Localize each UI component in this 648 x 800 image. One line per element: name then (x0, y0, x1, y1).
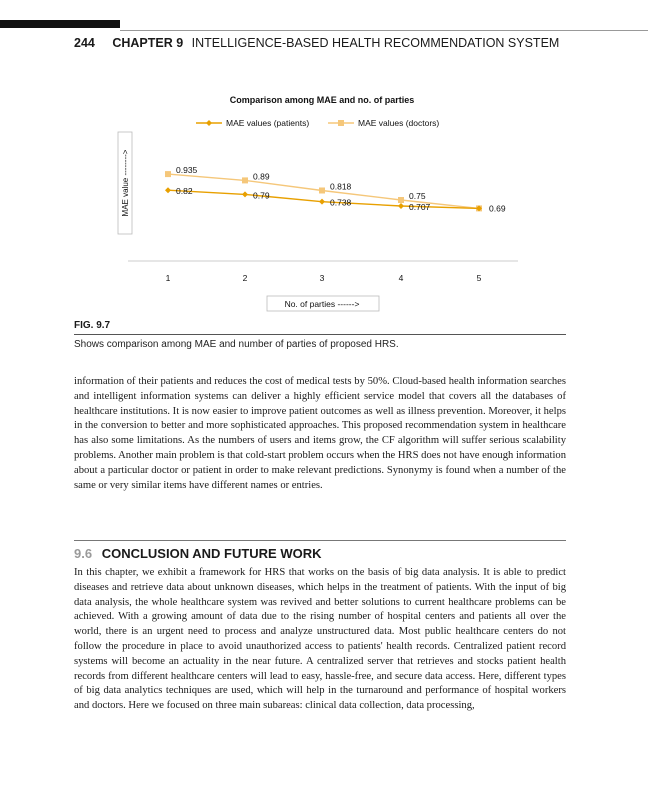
header-bar (0, 20, 120, 28)
x-tick-label-3: 3 (319, 273, 325, 283)
body-paragraph-limitations: information of their patients and reduces the cost of medical tests by 50%. Cloud-based health information searches and intelligent information systems can deliver a highly efficient service model that covers all the databases of healthcare institutions. It is now easier to improve patient outcomes as well as illness prevention. Moreover, it helps in the conversion to better and more sophisticated approaches. This proposed recommendation system in healthcare has also some limitations. As the numbers of users and items grow, the CF algorithm will suffer serious scalability problems. Another main problem is that cold-start problem occurs when the HRS does not have enough information about a particular doctor or patient in order to make relevant predictions. Synonymy is found when a number of the same or very similar items have different names or entries. (74, 376, 566, 491)
legend-patients-label: MAE values (patients) (226, 118, 310, 128)
chapter-title: INTELLIGENCE-BASED HEALTH RECOMMENDATION SYSTEM (191, 36, 560, 50)
figure-rule (74, 334, 566, 335)
series-doctors (165, 171, 482, 211)
x-tick-label-4: 4 (398, 273, 404, 283)
data-label-doctors-4: 0.75 (409, 191, 426, 201)
point-doctors-4 (398, 197, 404, 203)
y-axis-label: MAE value --------> (121, 149, 130, 217)
mae-line-chart (0, 80, 648, 320)
figure-caption: Shows comparison among MAE and number of parties of proposed HRS. (74, 339, 399, 350)
data-label-doctors-1: 0.935 (176, 165, 198, 176)
chart-title: Comparison among MAE and no. of parties (229, 95, 415, 105)
data-label-doctors-3: 0.818 (330, 181, 352, 192)
x-tick-label-1: 1 (165, 273, 171, 283)
x-tick-labels (166, 273, 482, 283)
figure-label: FIG. 9.7 (74, 320, 111, 331)
x-axis-label: No. of parties ------> (284, 299, 360, 309)
data-label-patients-1: 0.82 (176, 186, 193, 197)
legend-doctors-marker (338, 120, 344, 126)
section-title: CONCLUSION AND FUTURE WORK (101, 546, 322, 561)
chart-legend (196, 118, 439, 128)
running-head (74, 36, 559, 50)
point-patients-4 (398, 203, 404, 209)
data-label-patients-3: 0.738 (330, 197, 352, 208)
data-label-patients-4: 0.707 (409, 202, 431, 213)
x-tick-label-5: 5 (476, 273, 482, 283)
data-label-patients-2: 0.79 (253, 190, 270, 201)
data-label-doctors-2: 0.89 (253, 171, 270, 182)
body-paragraph-conclusion: In this chapter, we exhibit a framework for HRS that works on the basis of big data analysis. It is able to predict diseases and retrieve data about unknown diseases, which helps in the treatment of patients. With the input of big data analysis, the whole healthcare system was revived and better solutions to current healthcare problems can be achieved. With a growing amount of data due to the rising number of hospital centers and patients all over the world, there is an urgent need to process and analyze unstructured data. Most public healthcare centers do not follow the procedure in place to avoid unauthorized access to patients' health records. Centralized patient record systems will become an actuality in the near future. A centralized server that retrieves and stocks patient health records from different healthcare centers will lead to easy, hassle-free, and secure data access. Here, different types of big data analytics techniques are used, which will help in the turnaround and performance of hospital workers and doctors. Here we focused on three main subareas: clinical data collection, data processing, (74, 567, 566, 712)
point-doctors-1 (165, 171, 171, 177)
point-doctors-2 (242, 177, 248, 183)
point-patients-1 (165, 187, 171, 193)
x-tick-label-2: 2 (242, 273, 248, 283)
point-doctors-3 (319, 187, 325, 193)
data-label-patients-5: 0.69 (489, 203, 506, 214)
chapter-label: CHAPTER 9 (112, 36, 184, 50)
point-patients-2 (242, 191, 248, 197)
page-number: 244 (74, 36, 95, 50)
legend-doctors-label: MAE values (doctors) (358, 118, 440, 128)
section-rule (74, 540, 566, 541)
legend-patients-marker (206, 120, 212, 126)
point-patients-3 (319, 199, 325, 205)
header-rule (120, 30, 648, 31)
section-heading (74, 546, 321, 561)
section-number: 9.6 (74, 546, 93, 561)
